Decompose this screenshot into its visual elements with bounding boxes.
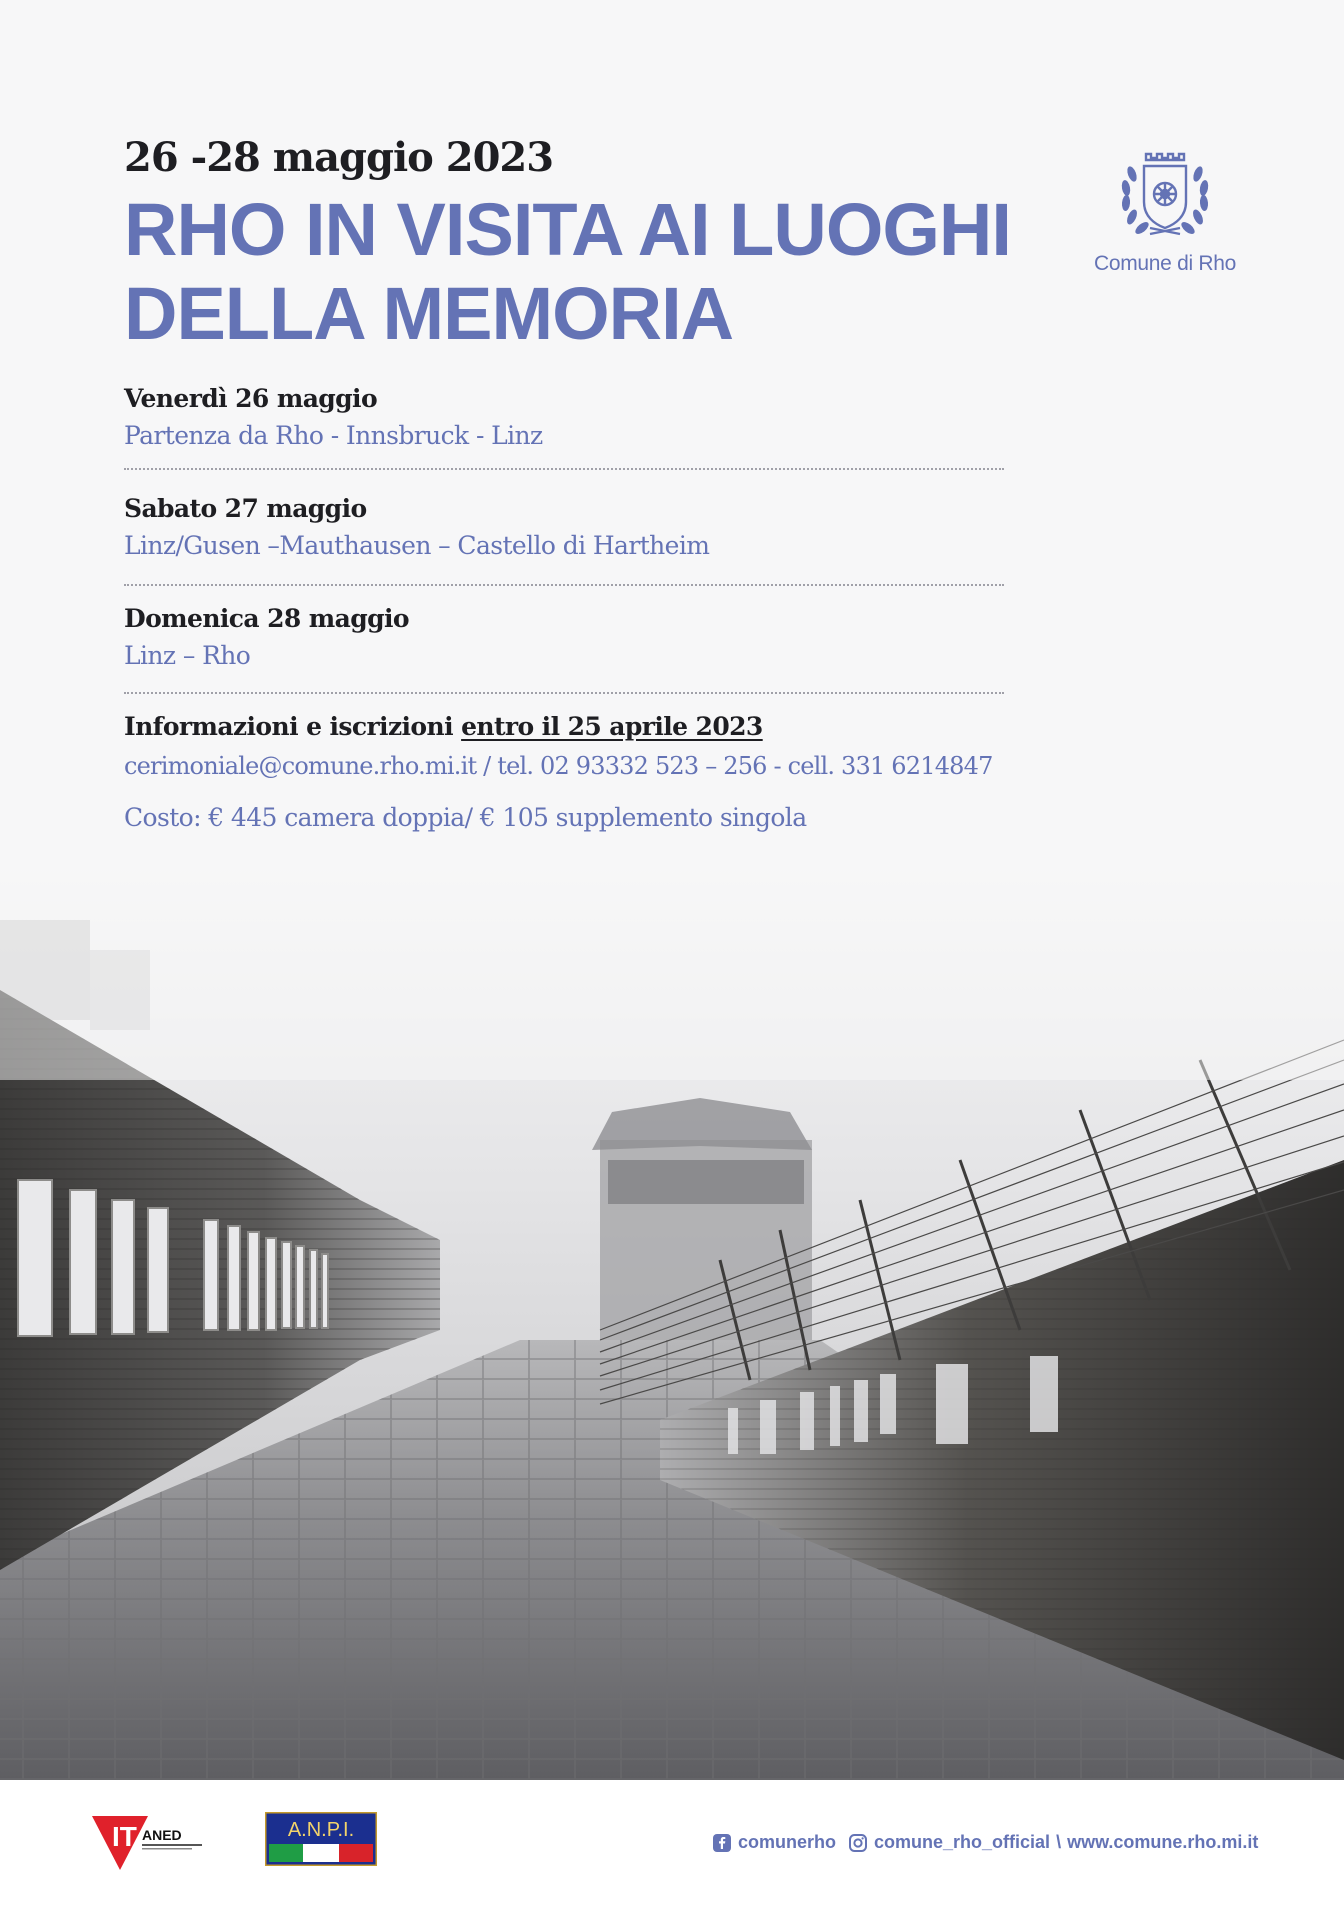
- aned-name: ANED: [142, 1827, 182, 1843]
- day-route: Linz/Gusen –Mauthausen – Castello di Hartheim: [124, 531, 710, 560]
- contact-details: cerimoniale@comune.rho.mi.it / tel. 02 93332 523 – 256 - cell. 331 6214847: [124, 752, 993, 780]
- title-line-2: DELLA MEMORIA: [124, 272, 734, 355]
- website-link[interactable]: www.comune.rho.mi.it: [1067, 1832, 1259, 1852]
- divider: [124, 692, 1004, 694]
- comune-di-rho-logo: [1090, 150, 1240, 276]
- schedule-day-1: [124, 384, 1004, 450]
- instagram-icon: [848, 1833, 868, 1853]
- day-title: Sabato 27 maggio: [124, 494, 367, 523]
- info-heading-prefix: Informazioni e iscrizioni: [124, 712, 462, 741]
- aned-mark: IT: [112, 1821, 137, 1852]
- divider: [124, 584, 1004, 586]
- anpi-name: A.N.P.I.: [287, 1819, 355, 1841]
- registration-deadline: entro il 25 aprile 2023: [461, 712, 763, 741]
- aned-logo: [90, 1812, 210, 1876]
- divider: [124, 468, 1004, 470]
- aned-emblem-icon: [90, 1812, 210, 1872]
- schedule-day-3: [124, 604, 1004, 670]
- day-route: Linz – Rho: [124, 641, 251, 670]
- anpi-emblem-icon: [265, 1812, 377, 1866]
- day-title: Venerdì 26 maggio: [124, 384, 378, 413]
- logo-text: Comune di Rho: [1093, 252, 1236, 275]
- event-dates: 26 -28 maggio 2023: [124, 134, 554, 181]
- foggy-camp-photo: [0, 860, 1344, 1780]
- facebook-icon: [712, 1833, 732, 1853]
- instagram-handle[interactable]: comune_rho_official: [874, 1832, 1051, 1852]
- link-separator: \: [1056, 1832, 1062, 1852]
- facebook-handle[interactable]: comunerho: [738, 1832, 837, 1852]
- info-heading: [124, 712, 763, 741]
- coat-of-arms-icon: [1110, 150, 1220, 246]
- day-title: Domenica 28 maggio: [124, 604, 409, 633]
- cost-info: Costo: € 445 camera doppia/ € 105 supplemento singola: [124, 803, 807, 832]
- social-links: [712, 1832, 1258, 1853]
- title-line-1: RHO IN VISITA AI LUOGHI: [124, 188, 1011, 271]
- schedule-day-2: [124, 494, 1004, 560]
- day-route: Partenza da Rho - Innsbruck - Linz: [124, 421, 543, 450]
- anpi-logo: [265, 1812, 377, 1870]
- event-title: [124, 188, 1024, 356]
